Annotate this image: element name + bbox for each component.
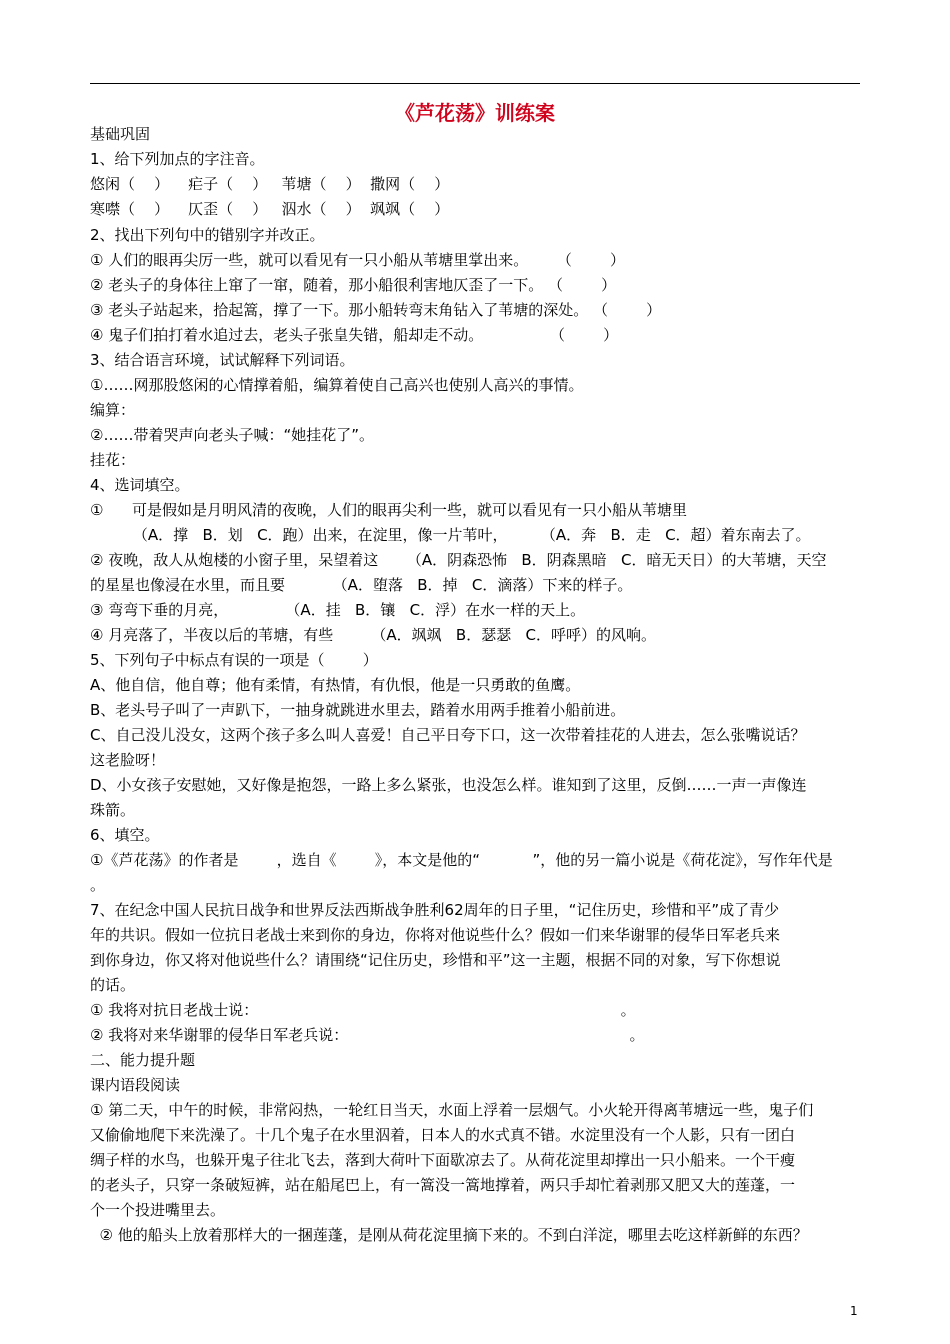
text-line: 的话。 [90,976,136,994]
text-line: 到你身边，你又将对他说些什么？请围绕“记住历史，珍惜和平”这一主题，根据不同的对象，写下你想说 [90,951,781,969]
text-line: A、他自信，他自尊；他有柔情，有热情，有仇恨，他是一只勇敢的鱼鹰。 [90,676,581,694]
text-line: 基础巩固 [90,125,151,143]
text-line: 的老头子，只穿一条破短裤，站在船尾巴上，有一篙没一篙地撑着，两只手却忙着剥那又肥又大的莲蓬，一 [90,1176,796,1194]
text-line: 这老脸呀！ [90,751,166,769]
text-line: ③ 弯弯下垂的月亮， （A．挂 B．镶 C．浮）在水一样的天上。 [90,601,586,619]
text-line: 。 [90,876,106,894]
text-line: 编算： [90,401,136,419]
text-line: 挂花： [90,451,136,469]
text-line: 5、下列句子中标点有误的一项是（ ） [90,651,378,669]
text-line: （A．撑 B．划 C．跑）出来，在淀里，像一片苇叶， （A．奔 B．走 C．超）着东南去了。 [90,526,811,544]
text-line: 课内语段阅读 [90,1076,181,1094]
text-line: ① 可是假如是月明风清的夜晚，人们的眼再尖利一些，就可以看见有一只小船从苇塘里 [90,501,688,519]
text-line: 珠箭。 [90,801,136,819]
text-line: 1、给下列加点的字注音。 [90,150,265,168]
text-line: 7、在纪念中国人民抗日战争和世界反法西斯战争胜利62周年的日子里，“记住历史，珍惜和平”成了青少 [90,901,780,919]
text-line: 年的共识。假如一位抗日老战士来到你的身边，你将对他说些什么？假如一们来华谢罪的侵华日军老兵来 [90,926,781,944]
text-line: B、老头号子叫了一声趴下，一抽身就跳进水里去，踏着水用两手推着小船前进。 [90,701,626,719]
text-line: 6、填空。 [90,826,160,844]
text-line: ③ 老头子站起来，拾起篙，撑了一下。那小船转弯末角钻入了苇塘的深处。 （ ） [90,301,662,319]
header-rule [90,83,860,84]
text-line: 2、找出下列句中的错别字并改正。 [90,226,325,244]
text-line: ② 夜晚，敌人从炮楼的小窗子里，呆望着这 （A．阴森恐怖 B．阴森黑暗 C．暗无天日）的大苇塘，天空 [90,551,827,569]
text-line: 的星星也像浸在水里，而且要 （A．堕落 B．掉 C．滴落）下来的样子。 [90,576,633,594]
text-line: ② 老头子的身体往上窜了一窜，随着，那小船很利害地仄歪了一下。 （ ） [90,276,617,294]
text-line: ④ 月亮落了，半夜以后的苇塘，有些 （A．飒飒 B．瑟瑟 C．呼呼）的风响。 [90,626,656,644]
text-line: 悠闲（ ） 疟子（ ） 苇塘（ ） 撒网（ ） [90,175,450,193]
text-line: ①……网那股悠闲的心情撑着船，编算着使自己高兴也使别人高兴的事情。 [90,376,584,394]
text-line: 4、选词填空。 [90,476,190,494]
text-line: 寒噤（ ） 仄歪（ ） 泅水（ ） 飒飒（ ） [90,200,450,218]
text-line: ④ 鬼子们拍打着水追过去，老头子张皇失错，船却走不动。 （ ） [90,326,619,344]
text-line: ① 我将对抗日老战士说： 。 [90,1001,636,1019]
text-line: 个一个投进嘴里去。 [90,1201,226,1219]
text-line: 绸子样的水鸟，也躲开鬼子往北飞去，落到大荷叶下面歇凉去了。从荷花淀里却撑出一只小船来。一个干瘦 [90,1151,796,1169]
text-line: 又偷偷地爬下来洗澡了。十几个鬼子在水里泅着，日本人的水式真不错。水淀里没有一个人影，只有一团白 [90,1126,796,1144]
text-line: D、小女孩子安慰她，又好像是抱怨，一路上多么紧张，也没怎么样。谁知到了这里，反倒……一声一声像连 [90,776,807,794]
text-line: ②……带着哭声向老头子喊：“她挂花了”。 [90,426,374,444]
text-line: ② 他的船头上放着那样大的一捆莲蓬，是刚从荷花淀里摘下来的。不到白洋淀，哪里去吃这样新鲜的东西？ [90,1226,808,1244]
text-line: C、自己没儿没女，这两个孩子多么叫人喜爱！自己平日夸下口，这一次带着挂花的人进去，怎么张嘴说话？ [90,726,806,744]
text-line: ①《芦花荡》的作者是 ，选自《 》，本文是他的“ ”，他的另一篇小说是《荷花淀》，写作年代是 [90,851,833,869]
text-line: 二、能力提升题 [90,1051,196,1069]
text-line: ① 人们的眼再尖厉一些，就可以看见有一只小船从苇塘里掌出来。 （ ） [90,251,625,269]
page-number: 1 [850,1304,858,1318]
text-line: ② 我将对来华谢罪的侵华日军老兵说： 。 [90,1026,645,1044]
page-title: 《芦花荡》训练案 [395,101,555,125]
text-line: 3、结合语言环境，试试解释下列词语。 [90,351,355,369]
text-line: ① 第二天，中午的时候，非常闷热，一轮红日当天，水面上浮着一层烟气。小火轮开得离苇塘远一些，鬼子们 [90,1101,814,1119]
